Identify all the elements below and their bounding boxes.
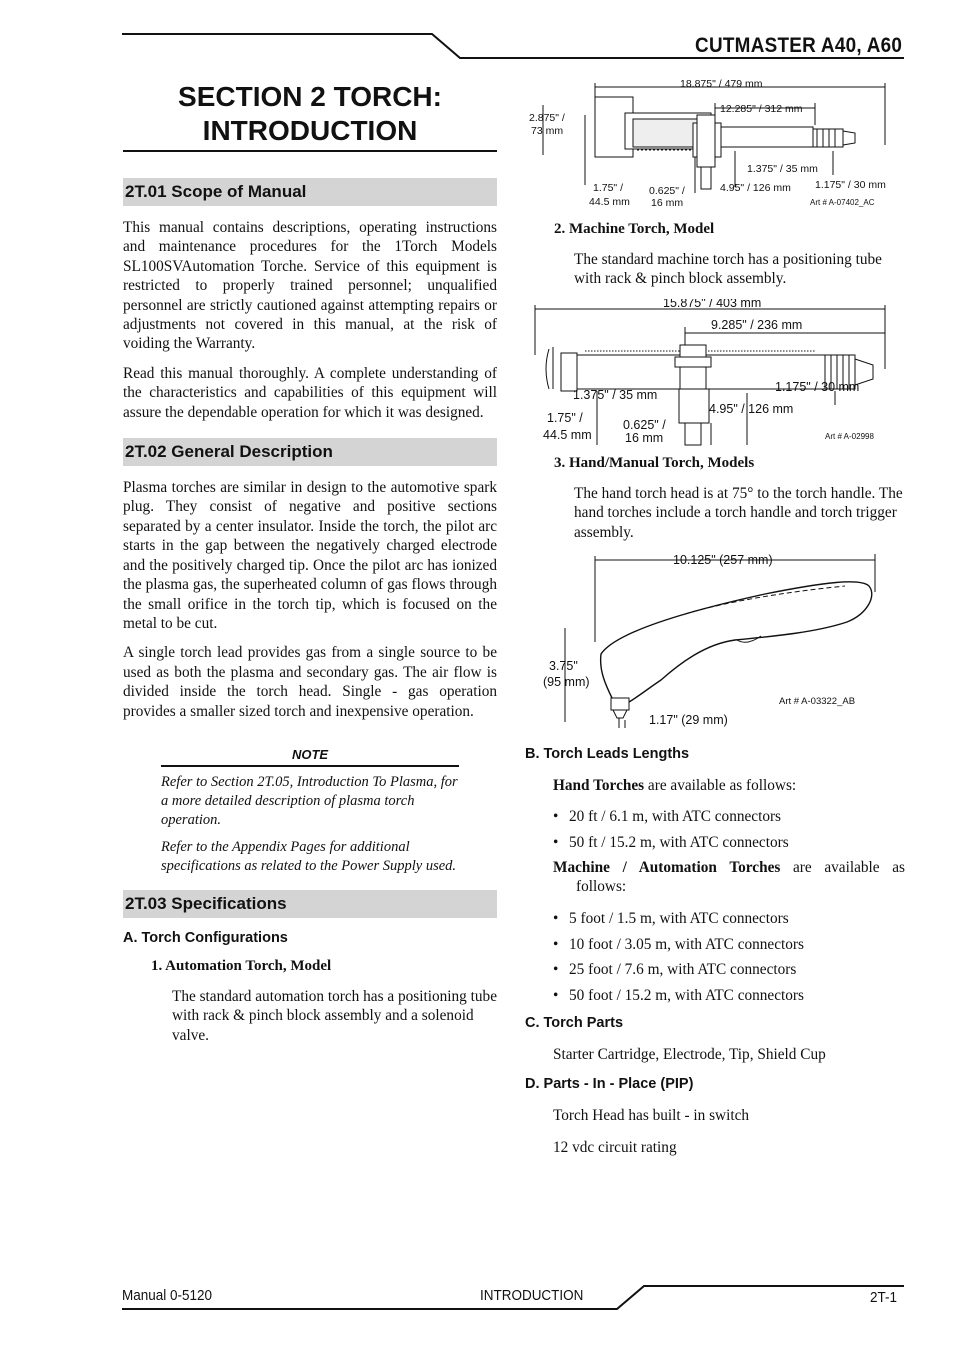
list-item: • 5 foot / 1.5 m, with ATC connectors (553, 910, 789, 928)
svg-text:Art # A-03322_AB: Art # A-03322_AB (779, 696, 856, 708)
automation-torch-diagram (525, 75, 905, 215)
pip-title: D. Parts - In - Place (PIP) (525, 1076, 694, 1093)
list-item: • 50 ft / 15.2 m, with ATC connectors (553, 833, 789, 851)
svg-text:1.75" /: 1.75" / (547, 410, 583, 425)
svg-text:73 mm: 73 mm (531, 125, 564, 137)
svg-text:(95 mm): (95 mm) (543, 675, 590, 690)
torch-configurations-title: A. Torch Configurations (123, 929, 288, 946)
hand-leads-list (553, 807, 905, 852)
machine-torch-text: The standard machine torch has a positioning tube with rack & pinch block assembly. (574, 251, 882, 288)
machine-torches-text: Machine / Automation Torches are available as follows: (553, 859, 905, 896)
automation-torch-title: 1. Automation Torch, Model (151, 957, 332, 974)
list-item: • 25 foot / 7.6 m, with ATC connectors (553, 961, 797, 979)
svg-text:18.875" / 479 mm: 18.875" / 479 mm (680, 78, 763, 90)
svg-text:1.375" / 35 mm: 1.375" / 35 mm (573, 387, 658, 402)
list-item: • 10 foot / 3.05 m, with ATC connectors (553, 935, 804, 953)
general-para-2: A single torch lead provides gas from a single source to be used as both the plasma and secondary gas. The air flow is divided inside the torch head. Single - gas operation provides a smaller sized torch and inexpensive operation. (123, 644, 497, 720)
svg-text:4.95" / 126 mm: 4.95" / 126 mm (709, 401, 794, 416)
svg-text:2.875" /: 2.875" / (529, 112, 565, 124)
svg-text:9.285" / 236 mm: 9.285" / 236 mm (711, 317, 803, 332)
svg-text:10.125" (257 mm): 10.125" (257 mm) (673, 553, 773, 568)
hand-torch-diagram (525, 552, 905, 732)
footer-section: INTRODUCTION (480, 1288, 584, 1304)
scope-para-1: This manual contains descriptions, operating instructions and maintenance procedures for the 1Torch Models SL100SVAutomation Torche. Service of this equipment is restricted to properly trained personnel; unqualified personnel are strictly cautioned against attempting repairs or adjustments not covered in this manual, at the risk of voiding the Warranty. (123, 219, 497, 353)
automation-torch-text: The standard automation torch has a positioning tube with rack & pinch block assembly and a solenoid valve. (172, 987, 497, 1044)
general-heading: 2T.02 General Description (123, 438, 497, 466)
svg-text:16 mm: 16 mm (625, 430, 664, 445)
svg-text:16 mm: 16 mm (651, 197, 684, 209)
svg-text:Art # A-02998: Art # A-02998 (825, 431, 874, 441)
footer-manual: Manual 0-5120 (122, 1288, 212, 1304)
parts-text: Starter Cartridge, Electrode, Tip, Shield Cup (553, 1045, 826, 1063)
svg-text:Art # A-07402_AC: Art # A-07402_AC (810, 198, 875, 207)
scope-para-2: Read this manual thoroughly. A complete understanding of the characteristics and capabilities of this equipment will assure the dependable operation for which it was designed. (123, 364, 497, 421)
right-column (525, 75, 905, 1169)
hand-torch-title: 3. Hand/Manual Torch, Models (554, 454, 755, 471)
general-para-1: Plasma torches are similar in design to the automotive spark plug. They consist of negative and positive sections separated by a center insulator. Inside the torch, the pilot arc starts in the gap between the negatively charged electrode and the positively charged tip. Once the pilot arc has ionized the plasma gas, the superheated column of gas flows through the small orifice in the torch tip, which is focused on the metal to be cut. (123, 479, 497, 632)
svg-text:1.75" /: 1.75" / (593, 182, 623, 194)
svg-text:1.375" / 35 mm: 1.375" / 35 mm (747, 163, 818, 175)
machine-torch-diagram (525, 299, 905, 449)
svg-text:44.5 mm: 44.5 mm (543, 427, 592, 442)
svg-text:12.285" / 312 mm: 12.285" / 312 mm (720, 103, 803, 115)
parts-title: C. Torch Parts (525, 1014, 624, 1031)
note-para-2: Refer to the Appendix Pages for additional specifications as related to the Power Supply used. (161, 838, 457, 874)
note-title: NOTE (161, 747, 459, 767)
left-column (123, 80, 497, 1045)
svg-text:1.175" / 30 mm: 1.175" / 30 mm (775, 379, 860, 394)
hand-torches-text: Hand Torches are available as follows: (553, 777, 797, 795)
leads-title: B. Torch Leads Lengths (525, 746, 690, 763)
svg-text:44.5 mm: 44.5 mm (589, 196, 630, 208)
svg-text:15.875" / 403 mm: 15.875" / 403 mm (663, 298, 762, 310)
specs-heading: 2T.03 Specifications (123, 890, 497, 918)
hand-torch-text: The hand torch head is at 75° to the torch handle. The hand torches include a torch handle and torch trigger assembly. (574, 484, 903, 541)
machine-leads-list (553, 909, 905, 1005)
machine-torch-title: 2. Machine Torch, Model (554, 221, 715, 237)
brand-title: CUTMASTER A40, A60 (694, 34, 902, 57)
list-item: • 20 ft / 6.1 m, with ATC connectors (553, 808, 782, 826)
footer-page-number: 2T-1 (870, 1290, 897, 1306)
note-para-1: Refer to Section 2T.05, Introduction To Plasma, for a more detailed description of plasma torch operation. (161, 773, 458, 828)
svg-text:4.95" / 126 mm: 4.95" / 126 mm (720, 182, 791, 194)
svg-text:1.175" / 30 mm: 1.175" / 30 mm (815, 179, 886, 191)
svg-text:3.75": 3.75" (549, 659, 578, 674)
note-box (161, 747, 459, 876)
list-item: • 50 foot / 15.2 m, with ATC connectors (553, 986, 804, 1004)
svg-text:0.625" /: 0.625" / (623, 417, 666, 432)
svg-text:1.17" (29 mm): 1.17" (29 mm) (649, 713, 728, 728)
pip-text-2: 12 vdc circuit rating (553, 1138, 677, 1156)
scope-heading: 2T.01 Scope of Manual (123, 178, 497, 206)
section-title: SECTION 2 TORCH: INTRODUCTION (123, 80, 497, 152)
svg-text:0.625" /: 0.625" / (649, 185, 685, 197)
pip-text-1: Torch Head has built - in switch (553, 1107, 750, 1125)
